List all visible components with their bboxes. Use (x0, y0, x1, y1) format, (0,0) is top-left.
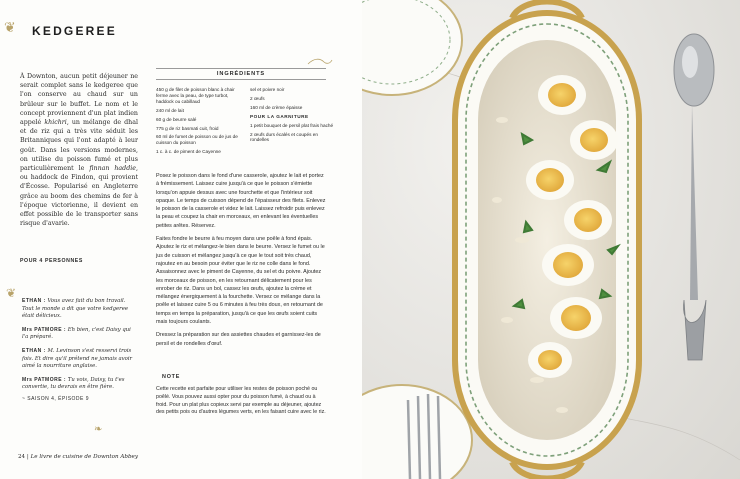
dialogue-line (22, 327, 134, 342)
intro-text-2: , un mélange de dhal et de riz qui a très vite séduit les Britanniques qui l'ont adapté à leur goût. Dans les versions modernes, on utilise du poisson fumé et plus particulièrement le (20, 119, 138, 173)
flourish-ornament-mid: ❦ (6, 286, 17, 300)
dialogue-line (22, 348, 134, 371)
method-step: Dressez la préparation sur des assiettes chaudes et garnissez-les de persil et de rondelles d'œuf. (156, 332, 321, 347)
note-text: Cette recette est parfaite pour utiliser les restes de poisson poché ou poêlé. Vous pouvez aussi opter pour du poisson fumé, à chaud ou à froid. Pour un plat plus copieux servi par exemple au déjeuner, ajoutez des petits pois ou d'autres légumes verts, en les faisant cuire avec le riz. (156, 386, 326, 416)
dialogue-text: M. Levinson s'est resservi trois fois. Et dire qu'il prétend ne jamais avoir aimé la nourriture anglaise. (22, 347, 133, 370)
dialogue-line (22, 298, 134, 321)
dialogue-text: Tu vois, Daisy, tu t'es convertie, tu devrais en être fière. (22, 376, 125, 391)
intro-text-1: À Downton, aucun petit déjeuner ne serait complet sans le kedgeree que l'on conserve au chaud sur un brûleur sur le buffet. Le nom et le concept proviennent d'un plat indien appelé (20, 73, 138, 127)
dialogue-speaker: Mrs PATMORE : (22, 326, 67, 333)
intro-text-3: , ou haddock de Findon, qui provient d'Écosse. Popularisé en Angleterre grâce au boom des chemins de fer à l'époque victorienne, il devient en effet possible de le transporter sans risque d'avarie. (20, 165, 138, 228)
kedgeree-photo (362, 0, 740, 479)
ingredient-item: 450 g de filet de poisson blanc à chair ferme avec la peau, de type turbot, haddock ou cabillaud (156, 87, 235, 104)
intro-paragraph (20, 72, 138, 228)
dialogue-quote (22, 298, 134, 404)
ingredient-item: 160 ml de crème épaisse (250, 104, 303, 110)
kedgeree-dish-illustration (362, 0, 740, 479)
flourish-ornament-bottom: ❧ (94, 424, 103, 435)
flourish-ornament-top: ❦ (4, 20, 16, 36)
ingredient-item: 1 c. à c. de piment de Cayenne (156, 149, 221, 155)
ingredients-list-left (156, 87, 240, 158)
ingredients-heading: INGRÉDIENTS (156, 68, 326, 80)
ingredients-list-right (250, 87, 334, 146)
ingredient-item: sel et poivre noir (250, 87, 285, 92)
garnish-item: 2 œufs durs écalés et coupés en rondelles (250, 131, 319, 143)
dialogue-text: Vous avez fait du bon travail. Tout le monde a dit que votre kedgeree était délicieux. (22, 298, 128, 320)
note-heading: NOTE (162, 374, 181, 380)
dialogue-speaker: ETHAN : (22, 347, 46, 354)
garnish-heading: POUR LA GARNITURE (250, 113, 309, 119)
left-page (0, 0, 362, 479)
page-footer: 24 | Le livre de cuisine de Downton Abbey (18, 454, 139, 460)
intro-term-finnan-haddie: finnan haddie (89, 165, 136, 173)
dialogue-line (22, 377, 134, 392)
method-step: Posez le poisson dans le fond d'une casserole, ajoutez le lait et portez à frémissement. Laissez cuire jusqu'à ce que le poisson s'émiette lorsqu'on appuie dessus avec une fourchette et que l'intérieur soit opaque. Le temps de cuisson dépend de l'épaisseur des filets. Enlevez le poisson de la casserole et videz le lait. Laissez refroidir puis enlevez la peau et coupez la chair en morceaux, en enlevant les éventuelles petites arêtes. Réservez. (156, 173, 326, 229)
recipe-title: KEDGEREE (32, 24, 117, 38)
intro-term-khichri: khichri (44, 119, 67, 127)
corner-flourish-icon (306, 56, 334, 68)
dialogue-speaker: Mrs PATMORE : (22, 376, 67, 383)
method-step: Faites fondre le beurre à feu moyen dans une poêle à fond épais. Ajoutez le riz et mélangez-le bien dans le beurre. Versez le fumet ou le jus de cuisson et mélangez jusqu'à ce que le tout soit très chaud, rajoutez en au besoin pour éviter que le riz ne colle dans le fond. Assaisonnez avec le piment de Cayenne, du sel et du poivre. Ajoutez les morceaux de poisson, en les retournant délicatement pour les enrober de riz. Dans un bol, cassez les œufs, ajoutez la crème et mélangez énergiquement à la fourchette. Versez ce mélange dans la poêle et laissez cuire 5 ou 6 minutes à feu très doux, en retournant de temps en temps la préparation, jusqu'à ce que les œufs soient cuits mais toujours coulants. (156, 236, 325, 326)
ingredient-item: 2 œufs (250, 95, 265, 101)
garnish-item: 1 petit bouquet de persil plat frais haché (250, 122, 334, 128)
dialogue-text: Eh bien, c'est Daisy qui l'a préparé. (22, 326, 131, 341)
ingredient-item: 60 g de beurre salé (156, 116, 197, 122)
episode-source: ~ SAISON 4, ÉPISODE 9 (22, 395, 90, 402)
ingredient-item: 60 ml de fumet de poisson ou de jus de cuisson du poisson (156, 134, 238, 146)
page-number: 24 (18, 454, 26, 460)
dialogue-speaker: ETHAN : (22, 298, 46, 304)
ingredient-item: 775 g de riz basmati cuit, froid (156, 125, 219, 131)
servings-label: POUR 4 PERSONNES (20, 258, 83, 264)
book-title: Le livre de cuisine de Downton Abbey (30, 454, 139, 460)
ingredient-item: 240 ml de lait (156, 107, 184, 113)
method-steps (156, 172, 326, 353)
